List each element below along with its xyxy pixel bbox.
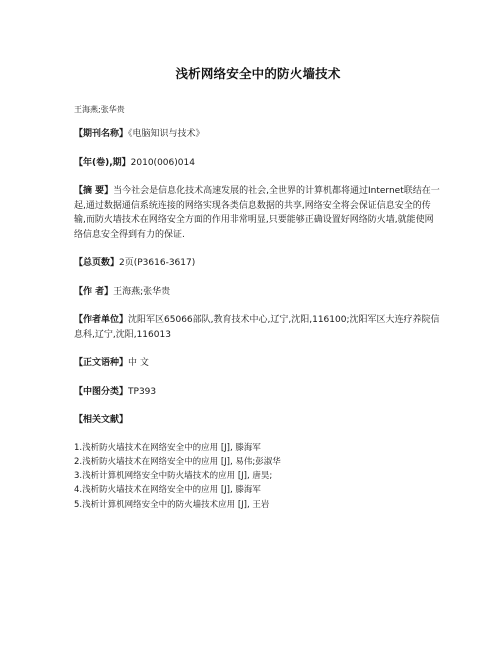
author-line: 王海燕;张华贵 [74, 105, 125, 114]
classification-field [74, 385, 442, 400]
affiliation-value: 沈阳军区65066部队,教育技术中心,辽宁,沈阳,116100;沈阳军区大连疗养院信息科,辽宁,沈阳,116013 [74, 315, 440, 340]
classification-value: TP393 [128, 386, 157, 397]
pages-label: 【总页数】 [74, 258, 120, 268]
year-issue-value: 2010(006)014 [130, 157, 195, 168]
reference-item[interactable]: 5.浅析计算机网络安全中的防火墙技术应用 [J], 王岩 [74, 499, 270, 510]
reference-item[interactable]: 4.浅析防火墙技术在网络安全中的应用 [J], 滕海军 [74, 485, 261, 496]
classification-label: 【中图分类】 [74, 386, 129, 397]
document-title: 浅析网络安全中的防火墙技术 [175, 66, 341, 81]
year-issue-label: 【年(卷),期】 [74, 157, 131, 168]
authors-label: 【作 者】 [74, 286, 114, 297]
journal-label: 【期刊名称】 [74, 129, 129, 139]
related-references-list [74, 441, 442, 512]
affiliation-field [74, 313, 442, 342]
affiliation-label: 【作者单位】 [74, 315, 129, 325]
pages-field [74, 256, 442, 271]
language-value: 中 文 [128, 358, 149, 368]
language-label: 【正文语种】 [74, 358, 129, 368]
abstract-label: 【摘 要】 [74, 186, 114, 196]
authors-field [74, 285, 442, 300]
language-field [74, 356, 442, 371]
reference-item[interactable]: 1.浅析防火墙技术在网络安全中的应用 [J], 滕海军 [74, 442, 261, 453]
journal-field [74, 127, 442, 142]
pages-value: 2页(P3616-3617) [119, 258, 196, 268]
related-field [74, 413, 442, 428]
abstract-field [74, 184, 442, 242]
authors-value: 王海燕;张华贵 [113, 286, 171, 297]
journal-value: 《电脑知识与技术》 [128, 129, 205, 139]
reference-item[interactable]: 2.浅析防火墙技术在网络安全中的应用 [J], 易伟;彭淑华 [74, 456, 281, 467]
related-label: 【相关文献】 [74, 415, 129, 425]
year-issue-field [74, 156, 442, 171]
abstract-value: 当今社会是信息化技术高速发展的社会,全世界的计算机都将通过Internet联结在一起,通过数据通信系统连接的网络实现各类信息数据的共享,网络安全将会保证信息安全的传输,而防火墙技术在网络安全方面的作用非常明显,只要能够正确设置好网络防火墙,就能使网络信息安全得到有力的保证. [74, 186, 440, 240]
reference-item[interactable]: 3.浅析计算机网络安全中防火墙技术的应用 [J], 唐昊; [74, 471, 273, 482]
